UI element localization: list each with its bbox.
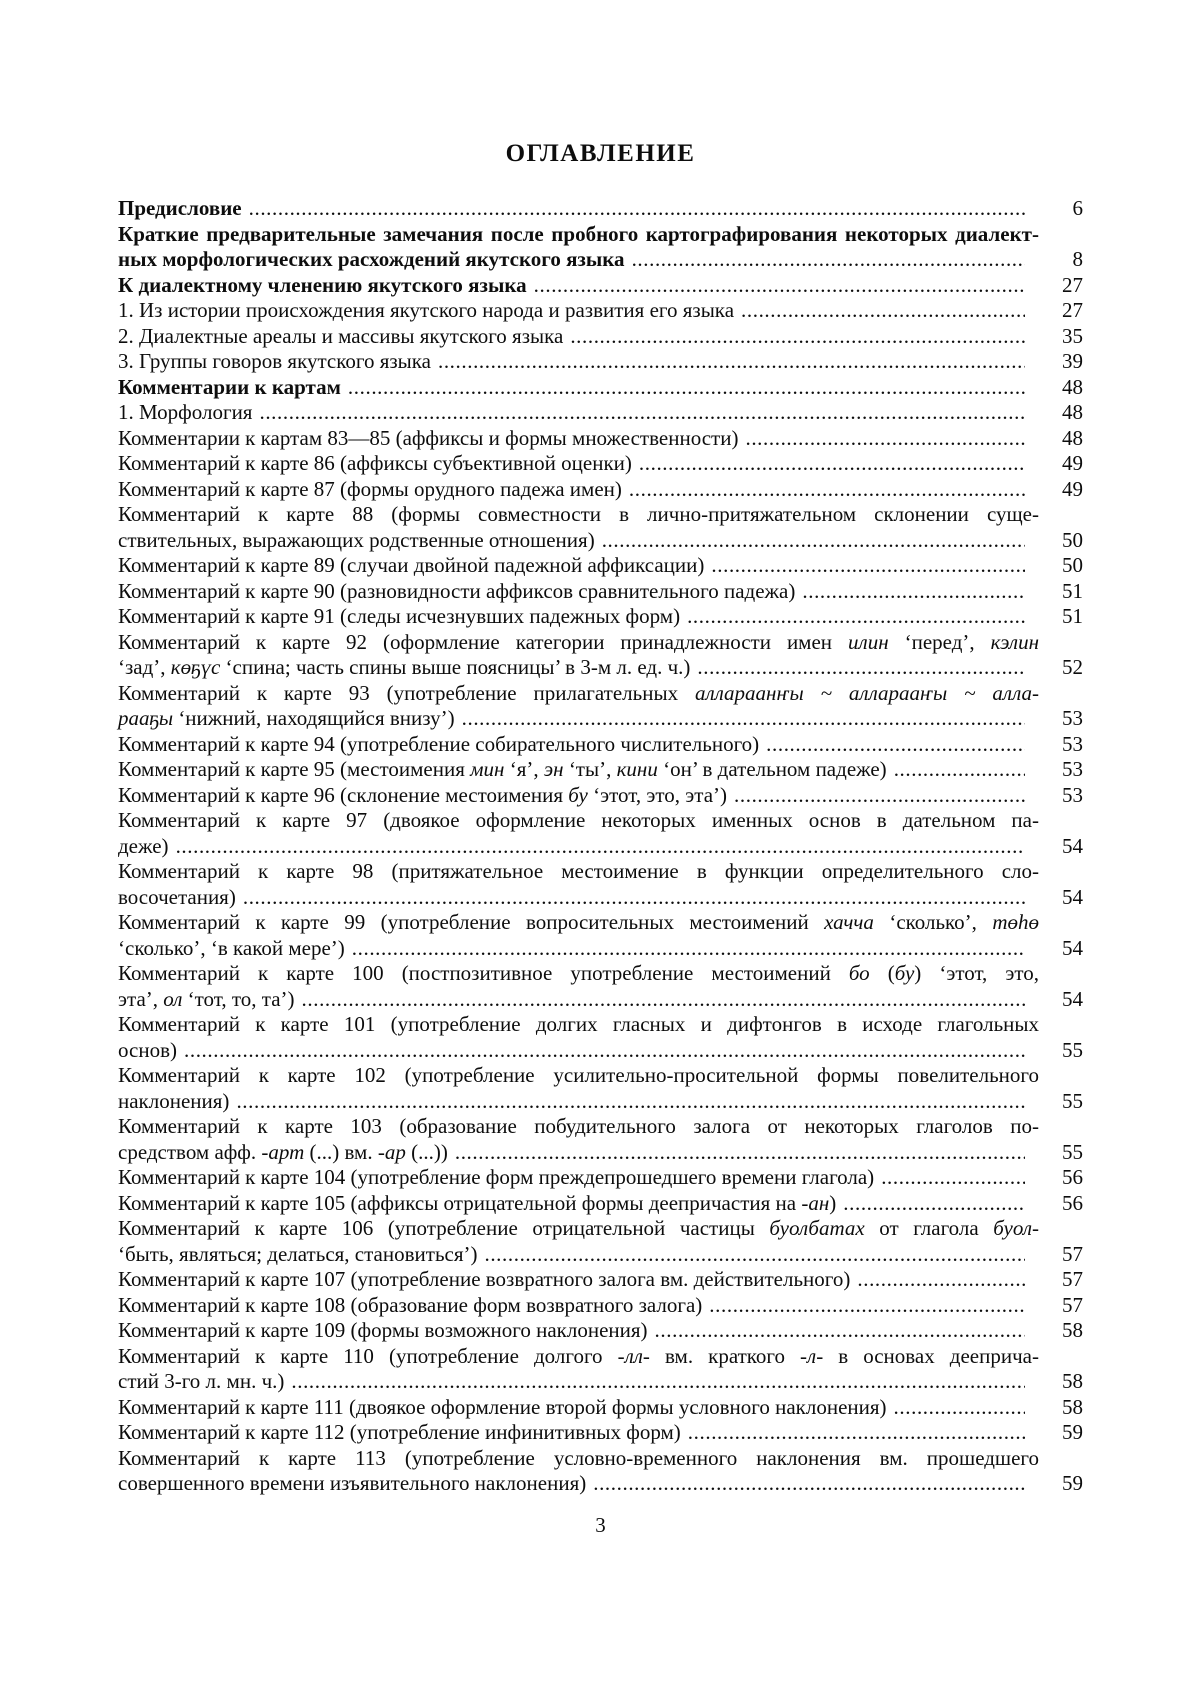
toc-entry-text: Комментарий к карте 89 (случаи двойной падежной аффиксации): [118, 553, 705, 577]
toc-entry-text: Комментарий к карте 90 (разновидности аффиксов сравнительного падежа): [118, 578, 796, 603]
toc-entry-text: Предисловие: [118, 196, 242, 220]
dot-leader: [857, 1267, 1025, 1293]
dot-leader: [249, 196, 1025, 222]
toc-entry-text: основ): [118, 1037, 177, 1062]
toc-entry-text: эта’, ол ‘тот, то, та’): [118, 986, 295, 1011]
toc-line: [118, 349, 1083, 375]
toc-page-number: 58: [1062, 1318, 1083, 1342]
dot-leader: [438, 349, 1025, 375]
dot-leader: [632, 247, 1025, 273]
dot-leader: [259, 400, 1025, 426]
toc-page-number: 50: [1062, 553, 1083, 577]
footer-page-number: 3: [595, 1513, 606, 1537]
dot-leader: [843, 1191, 1025, 1217]
dot-leader: [593, 1471, 1025, 1497]
dot-leader: [534, 273, 1025, 299]
toc-entry-text: ‘быть, являться; делаться, становиться’): [118, 1241, 478, 1266]
toc-line: [118, 1293, 1083, 1319]
dot-leader: [602, 528, 1025, 554]
toc-page-number: 57: [1062, 1292, 1083, 1317]
toc-line: [118, 961, 1083, 987]
toc-line: [118, 553, 1083, 579]
dot-leader: [741, 298, 1025, 324]
toc-line: [118, 1446, 1083, 1472]
toc-line: [118, 987, 1083, 1013]
dot-leader: [766, 732, 1025, 758]
toc-entry-text: стий 3-го л. мн. ч.): [118, 1369, 285, 1393]
toc-page-number: 48: [1062, 374, 1083, 399]
toc-line: [118, 732, 1083, 758]
toc-entry-text: Комментарий к карте 105 (аффиксы отрицательной формы деепричастия на -ан): [118, 1190, 837, 1215]
toc-entry-text: Комментарий к карте 109 (формы возможного наклонения): [118, 1318, 648, 1342]
dot-leader: [697, 655, 1025, 681]
toc-line: [118, 1267, 1083, 1293]
dot-leader: [711, 553, 1025, 579]
toc-entry-text: Комментарий к карте 93 (употребление прилагательных аллараанҥы ~ алларааҥы ~ алла-: [118, 680, 1039, 705]
toc-line: [118, 834, 1083, 860]
dot-leader: [348, 375, 1025, 401]
dot-leader: [687, 604, 1025, 630]
toc-page-number: 57: [1062, 1241, 1083, 1266]
toc-page-number: 49: [1062, 451, 1083, 475]
toc-entry-text: К диалектному членению якутского языка: [118, 272, 527, 297]
dot-leader: [236, 1089, 1025, 1115]
toc-page-number: 54: [1062, 884, 1083, 909]
toc-list: [118, 196, 1083, 1497]
toc-page-number: 53: [1062, 706, 1083, 730]
toc-entry-text: ‘сколько’, ‘в какой мере’): [118, 935, 345, 960]
toc-line: [118, 579, 1083, 605]
toc-entry-text: Комментарии к картам 83—85 (аффиксы и формы множественности): [118, 425, 739, 450]
toc-page-number: 48: [1062, 425, 1083, 450]
toc-page-number: 49: [1062, 476, 1083, 501]
toc-line: [118, 502, 1083, 528]
toc-line: [118, 936, 1083, 962]
toc-entry-text: Комментарий к карте 103 (образование побудительного залога от некоторых глаголов по-: [118, 1114, 1039, 1138]
toc-entry-text: средством афф. -арт (...) вм. -ар (...)): [118, 1139, 448, 1164]
toc-page-number: 56: [1062, 1165, 1083, 1189]
toc-line: [118, 1114, 1083, 1140]
toc-page-number: 51: [1062, 578, 1083, 603]
toc-entry-text: Комментарий к карте 112 (употребление инфинитивных форм): [118, 1420, 681, 1444]
toc-line: [118, 426, 1083, 452]
toc-page-number: 54: [1062, 986, 1083, 1011]
toc-line: [118, 1344, 1083, 1370]
toc-line: [118, 298, 1083, 324]
toc-page-number: 55: [1062, 1139, 1083, 1164]
toc-page-number: 27: [1062, 298, 1083, 322]
dot-leader: [709, 1293, 1025, 1319]
toc-page-number: 54: [1062, 833, 1083, 858]
toc-line: [118, 451, 1083, 477]
dot-leader: [291, 1369, 1025, 1395]
toc-line: [118, 1165, 1083, 1191]
dot-leader: [184, 1038, 1025, 1064]
dot-leader: [176, 834, 1025, 860]
dot-leader: [655, 1318, 1025, 1344]
dot-leader: [462, 706, 1025, 732]
toc-entry-text: совершенного времени изъявительного наклонения): [118, 1471, 587, 1495]
toc-entry-text: Комментарий к карте 113 (употребление условно-временного наклонения вм. прошедшего: [118, 1445, 1039, 1470]
toc-line: [118, 222, 1083, 248]
toc-line: [118, 247, 1083, 273]
toc-entry-text: Комментарий к карте 94 (употребление собирательного числительного): [118, 731, 760, 756]
page-content: [118, 141, 1083, 1497]
toc-line: [118, 1191, 1083, 1217]
dot-leader: [570, 324, 1025, 350]
toc-line: [118, 1318, 1083, 1344]
dot-leader: [484, 1242, 1025, 1268]
toc-line: [118, 1369, 1083, 1395]
toc-entry-text: рааҕы ‘нижний, находящийся внизу’): [118, 706, 455, 730]
toc-entry-text: Комментарий к карте 107 (употребление возвратного залога вм. действительного): [118, 1267, 851, 1291]
toc-line: [118, 1420, 1083, 1446]
toc-line: [118, 910, 1083, 936]
toc-page-number: 53: [1062, 782, 1083, 807]
toc-line: [118, 528, 1083, 554]
toc-page-number: 59: [1062, 1420, 1083, 1444]
toc-page-number: 58: [1062, 1369, 1083, 1393]
toc-entry-text: Комментарий к карте 88 (формы совместности в лично-притяжательном склонении суще-: [118, 502, 1039, 526]
toc-line: [118, 630, 1083, 656]
toc-entry-text: Комментарий к карте 106 (употребление отрицательной частицы буолбатах от глагола буол-: [118, 1216, 1039, 1240]
toc-line: [118, 1038, 1083, 1064]
toc-entry-text: Комментарий к карте 102 (употребление усилительно-просительной формы повелительного: [118, 1063, 1039, 1087]
toc-page-number: 57: [1062, 1267, 1083, 1291]
toc-page-number: 54: [1062, 935, 1083, 960]
toc-entry-text: ных морфологических расхождений якутского языка: [118, 247, 625, 271]
toc-page-number: 53: [1062, 757, 1083, 781]
toc-page-number: 51: [1062, 604, 1083, 628]
toc-line: [118, 681, 1083, 707]
toc-page-number: 53: [1062, 731, 1083, 756]
toc-entry-text: Комментарий к карте 101 (употребление долгих гласных и дифтонгов в исходе глагольных: [118, 1012, 1039, 1036]
dot-leader: [894, 757, 1025, 783]
toc-entry-text: Комментарий к карте 97 (двоякое оформление некоторых именных основ в дательном па-: [118, 808, 1039, 832]
toc-entry-text: Комментарий к карте 110 (употребление долгого -лл- вм. краткого -л- в основах дееприча-: [118, 1343, 1039, 1368]
dot-leader: [688, 1420, 1025, 1446]
toc-entry-text: ‘зад’, көҕүс ‘спина; часть спины выше поясницы’ в 3-м л. ед. ч.): [118, 655, 691, 679]
toc-entry-text: восочетания): [118, 884, 236, 909]
toc-page-number: 55: [1062, 1088, 1083, 1113]
toc-line: [118, 1140, 1083, 1166]
toc-entry-text: ствительных, выражающих родственные отношения): [118, 527, 595, 552]
toc-line: [118, 885, 1083, 911]
toc-page-number: 52: [1062, 655, 1083, 679]
toc-page-number: 6: [1072, 196, 1083, 220]
toc-entry-text: Комментарий к карте 111 (двоякое оформление второй формы условного наклонения): [118, 1394, 887, 1419]
toc-entry-text: Комментарий к карте 99 (употребление вопросительных местоимений хачча ‘сколько’, төһө: [118, 910, 1039, 934]
toc-entry-text: Краткие предварительные замечания после пробного картографирования некоторых диалект-: [118, 221, 1039, 246]
toc-page-number: 35: [1062, 323, 1083, 348]
toc-entry-text: 1. Из истории происхождения якутского народа и развития его языка: [118, 298, 735, 322]
toc-page-number: 56: [1062, 1190, 1083, 1215]
toc-line: [118, 1216, 1083, 1242]
toc-entry-text: Комментарий к карте 92 (оформление категории принадлежности имен илин ‘перед’, кэлин: [118, 629, 1039, 654]
toc-line: [118, 1395, 1083, 1421]
dot-leader: [894, 1395, 1025, 1421]
dot-leader: [302, 987, 1025, 1013]
toc-entry-text: 2. Диалектные ареалы и массивы якутского языка: [118, 323, 564, 348]
toc-line: [118, 783, 1083, 809]
toc-entry-text: Комментарий к карте 95 (местоимения мин ‘я’, эн ‘ты’, кини ‘он’ в дательном падеже): [118, 757, 887, 781]
toc-entry-text: 1. Морфология: [118, 400, 253, 424]
toc-entry-text: Комментарий к карте 87 (формы орудного падежа имен): [118, 476, 622, 501]
toc-line: [118, 400, 1083, 426]
toc-line: [118, 375, 1083, 401]
toc-entry-text: Комментарий к карте 86 (аффиксы субъективной оценки): [118, 451, 632, 475]
toc-entry-text: Комментарий к карте 104 (употребление форм преждепрошедшего времени глагола): [118, 1165, 875, 1189]
toc-page-number: 39: [1062, 349, 1083, 373]
toc-line: [118, 324, 1083, 350]
toc-line: [118, 757, 1083, 783]
toc-line: [118, 604, 1083, 630]
toc-page-number: 55: [1062, 1037, 1083, 1062]
dot-leader: [734, 783, 1025, 809]
toc-page-number: 58: [1062, 1394, 1083, 1419]
toc-line: [118, 808, 1083, 834]
toc-line: [118, 859, 1083, 885]
toc-entry-text: Комментарии к картам: [118, 374, 341, 399]
toc-line: [118, 273, 1083, 299]
toc-line: [118, 655, 1083, 681]
toc-line: [118, 1471, 1083, 1497]
dot-leader: [243, 885, 1025, 911]
toc-line: [118, 1012, 1083, 1038]
toc-entry-text: Комментарий к карте 91 (следы исчезнувших падежных форм): [118, 604, 681, 628]
toc-line: [118, 196, 1083, 222]
toc-line: [118, 706, 1083, 732]
toc-line: [118, 1063, 1083, 1089]
dot-leader: [352, 936, 1025, 962]
toc-page-number: 8: [1072, 247, 1083, 271]
toc-entry-text: Комментарий к карте 98 (притяжательное местоимение в функции определительного сло-: [118, 859, 1039, 883]
toc-entry-text: Комментарий к карте 100 (постпозитивное употребление местоимений бо (бу) ‘этот, это,: [118, 961, 1039, 985]
toc-entry-text: деже): [118, 833, 169, 858]
dot-leader: [881, 1165, 1025, 1191]
dot-leader: [629, 477, 1025, 503]
toc-line: [118, 477, 1083, 503]
toc-page-number: 48: [1062, 400, 1083, 424]
toc-entry-text: наклонения): [118, 1088, 230, 1113]
toc-page-number: 59: [1062, 1471, 1083, 1495]
dot-leader: [639, 451, 1025, 477]
toc-line: [118, 1242, 1083, 1268]
toc-entry-text: Комментарий к карте 108 (образование форм возвратного залога): [118, 1292, 703, 1317]
page-title: ОГЛАВЛЕНИЕ: [505, 140, 696, 167]
dot-leader: [745, 426, 1025, 452]
toc-entry-text: Комментарий к карте 96 (склонение местоимения бу ‘этот, это, эта’): [118, 782, 728, 807]
toc-entry-text: 3. Группы говоров якутского языка: [118, 349, 431, 373]
toc-page-number: 50: [1062, 527, 1083, 552]
dot-leader: [455, 1140, 1025, 1166]
toc-page-number: 27: [1062, 272, 1083, 297]
dot-leader: [802, 579, 1025, 605]
toc-line: [118, 1089, 1083, 1115]
